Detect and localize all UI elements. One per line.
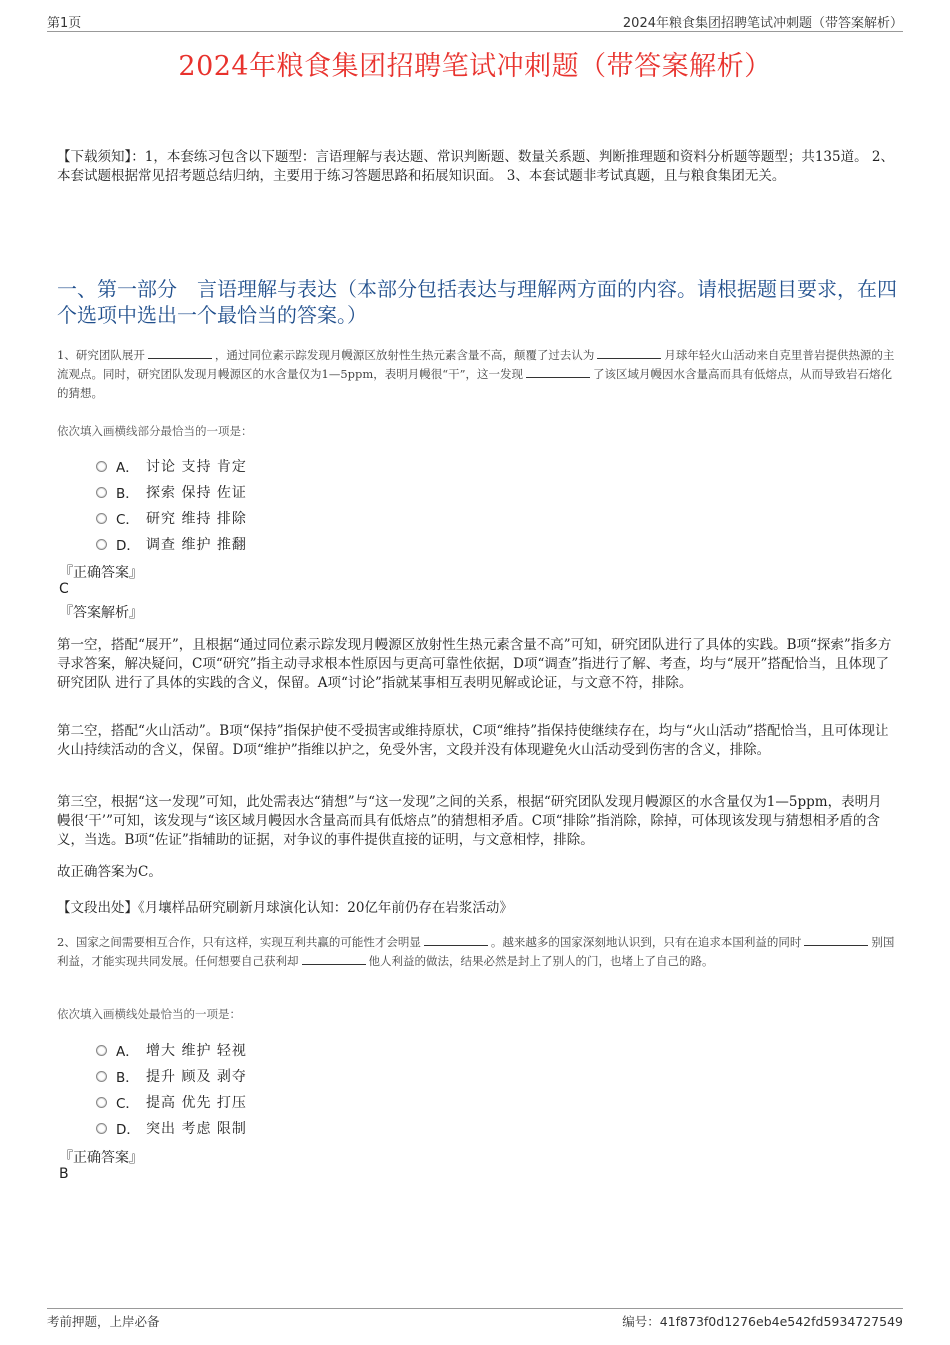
document-id: 编号：41f873f0d1276eb4e542fd5934727549 [622, 1314, 903, 1329]
q2-text-part: 2、国家之间需要相互合作，只有这样，实现互利共赢的可能性才会明显 [57, 935, 421, 949]
fill-blank [302, 952, 366, 965]
radio-button[interactable] [96, 539, 107, 550]
q2-text-part: 别国利益，才能实现共同发展。任何想要自己获利却 [57, 935, 895, 968]
analysis-paragraph: 第三空，根据“这一发现”可知，此处需表达“猜想”与“这一发现”之间的关系，根据“研究团队发现月幔源区的水含量仅为1—5ppm，表明月幔很‘干’”可知，该发现与“该区域月幔因水含量高而具有低熔点”的猜想相矛盾。C项“排除”指消除，除掉，可体现该发现与猜想相矛盾的含义，当选。B项“佐证”指辅助的证据，对争议的事件提供直接的证明，与文意相悖，排除。 [57, 794, 882, 848]
option-a[interactable]: A． 增大 维护 轻视 [96, 1037, 247, 1063]
fill-blank [148, 346, 212, 359]
q1-text-part: 了该区域月幔因水含量高而具有低熔点，从而导致岩石熔化的猜想。 [57, 367, 893, 400]
document-title: 2024年粮食集团招聘笔试冲刺题（带答案解析） [178, 51, 772, 82]
radio-button[interactable] [96, 1097, 107, 1108]
q1-text-part: ，通过同位素示踪发现月幔源区放射性生热元素含量不高，颠覆了过去认为 [214, 348, 595, 362]
analysis-label: 『答案解析』 [59, 605, 143, 621]
analysis-paragraph: 第二空，搭配“火山活动”。B项“保持”指保护使不受损害或维持原状，C项“维持”指保持使继续存在，均与“火山活动”搭配恰当，且可体现让火山持续活动的含义，保留。D项“维护”指维以护之，免受外害，文段并没有体现避免火山活动受到伤害的含义，排除。 [57, 723, 889, 758]
header-doc-title: 2024年粮食集团招聘笔试冲刺题（带答案解析） [622, 16, 903, 31]
fill-blank [597, 346, 661, 359]
q1-text-part: 1、研究团队展开 [57, 348, 145, 362]
fill-blank [526, 365, 590, 378]
option-b[interactable]: B． 提升 顾及 剥夺 [96, 1063, 247, 1089]
question-2-options [96, 1037, 247, 1141]
page-header [47, 13, 903, 32]
question-2-text [57, 933, 902, 971]
analysis-conclusion: 故正确答案为C。 [57, 864, 162, 880]
option-d[interactable]: D． 突出 考虑 限制 [96, 1115, 247, 1141]
download-notice: 【下载须知】：1，本套练习包含以下题型：言语理解与表达题、常识判断题、数量关系题、判断推理题和资料分析题等题型；共135道。 2、本套试题根据常见招考题总结归纳，主要用于练习答题思路和拓展知识面。 3、本套试题非考试真题，且与粮食集团无关。 [57, 149, 894, 184]
fill-blank [424, 933, 488, 946]
option-c[interactable]: C． 研究 维持 排除 [96, 505, 247, 531]
radio-button[interactable] [96, 513, 107, 524]
radio-button[interactable] [96, 487, 107, 498]
radio-button[interactable] [96, 1045, 107, 1056]
correct-answer: B [59, 1166, 69, 1182]
text-source: 【文段出处】《月壤样品研究刷新月球演化认知：20亿年前仍存在岩浆活动》 [57, 900, 513, 916]
footer-slogan: 考前押题，上岸必备 [47, 1314, 160, 1329]
q2-text-part: 他人利益的做法，结果必然是封上了别人的门，也堵上了自己的路。 [368, 954, 714, 968]
analysis-paragraph: 第一空，搭配“展开”，且根据“通过同位素示踪发现月幔源区放射性生热元素含量不高”可知，研究团队进行了具体的实践。B项“探索”指多方寻求答案，解决疑问，C项“研究”指主动寻求根本性原因与更高可靠性依据，D项“调查”指进行了解、考查，均与“展开”搭配恰当，且体现了 研究团队 进行了具体的实践的含义，保留。A项“讨论”指就某事相互表明见解或论证，与文意不符，排除。 [57, 637, 892, 691]
option-d[interactable]: D． 调查 维护 推翻 [96, 531, 247, 557]
question-1-text [57, 346, 902, 403]
correct-answer: C [59, 581, 69, 597]
q1-text-part: 月球年轻火山活动来自克里普岩提供热源的主流观点。同时，研究团队发现月幔源区的水含量仅为1—5ppm，表明月幔很“干”，这一发现 [57, 348, 895, 381]
answer-label: 『正确答案』 [59, 565, 143, 581]
question-1-instruction: 依次填入画横线部分最恰当的一项是： [57, 424, 253, 438]
option-b[interactable]: B． 探索 保持 佐证 [96, 479, 247, 505]
radio-button[interactable] [96, 1071, 107, 1082]
radio-button[interactable] [96, 1123, 107, 1134]
fill-blank [804, 933, 868, 946]
question-1-options [96, 453, 247, 557]
radio-button[interactable] [96, 461, 107, 472]
section-title: 一、第一部分 言语理解与表达（本部分包括表达与理解两方面的内容。请根据题目要求，在四个选项中选出一个最恰当的答案。） [57, 277, 897, 327]
q2-text-part: 。越来越多的国家深刻地认识到，只有在追求本国利益的同时 [490, 935, 802, 949]
option-c[interactable]: C． 提高 优先 打压 [96, 1089, 247, 1115]
page-footer [47, 1308, 903, 1333]
page-number: 第1页 [47, 16, 82, 31]
option-a[interactable]: A． 讨论 支持 肯定 [96, 453, 247, 479]
question-2-instruction: 依次填入画横线处最恰当的一项是： [57, 1007, 241, 1021]
answer-label: 『正确答案』 [59, 1150, 143, 1166]
